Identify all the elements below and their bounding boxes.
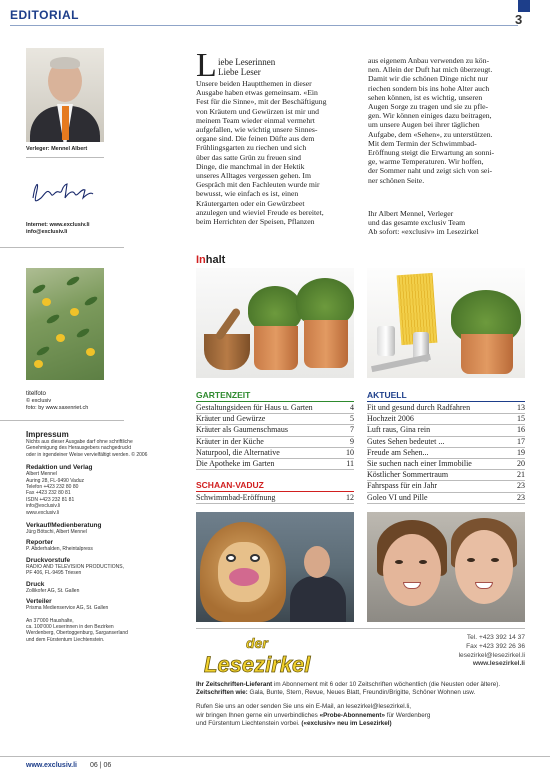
impressum-intro-2: Genehmigung des Herausgebers nachgedruckt: [26, 445, 132, 452]
impressum-intro-1: Nichts aus dieser Ausgabe darf ohne schriftliche: [26, 439, 133, 445]
toc-entry-page: 20: [517, 458, 525, 468]
toc-entry-page: 13: [517, 403, 525, 412]
impressum-heading: Impressum: [26, 430, 69, 439]
toc-entry-label: Köstlicher Sommertraum: [367, 470, 449, 480]
header-corner-mark: [518, 0, 530, 12]
toc-entry-page: 4: [350, 403, 354, 412]
impressum-line: Albert Mennel: [26, 471, 57, 478]
impressum-section-title: Reporter: [26, 539, 54, 547]
header-rule: [10, 25, 518, 26]
editorial-line: Kräutergarten oder ein Gewürzbeet: [196, 198, 305, 208]
toc-entry[interactable]: [367, 493, 525, 504]
impressum-section-title: Verkauf/Medienberatung: [26, 522, 102, 530]
editorial-line: meinem Team wieder einmal vermehrt: [196, 115, 315, 125]
impressum-section-title: Druckvorstufe: [26, 556, 71, 564]
spices-photo: [367, 268, 525, 378]
contents-heading-accent: In: [196, 254, 206, 266]
title-photo: [26, 268, 104, 380]
divider: [26, 157, 104, 158]
publisher-photo: [26, 48, 104, 142]
section-rule: [196, 491, 354, 492]
impressum-line: P. Abderhalden, Rheintalpress: [26, 546, 93, 553]
signoff-line-2: und das gesamte exclusiv Team: [368, 218, 466, 228]
toc-entry-label: Luft raus, Gina rein: [367, 425, 431, 435]
editorial-line: Fest für die Sinne», mit der Beschäftigung: [196, 97, 327, 107]
ad-line5-bold: («exclusiv» neu im Lesezirkel): [301, 719, 392, 727]
editorial-line: riechen sondern bis ins hohe Alter auch: [368, 83, 490, 93]
titlephoto-title: titelfoto: [26, 390, 46, 397]
editorial-line: anzulegen und wieviel Freude es bereitet,: [196, 207, 324, 217]
toc-entry[interactable]: [196, 425, 354, 436]
editorial-line: Damit wir die schönen Dinge nicht nur: [368, 74, 488, 84]
impressum-distribution: ca. 100'000 Leserinnen in den Bezirken: [26, 623, 114, 630]
editorial-line: aus eigenem Anbau verwenden zu kön-: [368, 56, 490, 65]
lesezirkel-logo: [200, 634, 356, 678]
editorial-line: Eröffnung steigt die Erwartung an sonni-: [368, 148, 495, 158]
impressum-block: [26, 430, 176, 643]
ad-line4: wir bringen Ihnen gerne ein unverbindliches: [196, 711, 320, 719]
lion-mascot-photo: [196, 512, 354, 622]
toc-entry-page: 21: [517, 470, 525, 480]
impressum-line: info@exclusiv.li: [26, 503, 61, 510]
editorial-line: sehen können, ist es wichtig, unseren: [368, 92, 483, 102]
ad-line4-rest: für Werdenberg: [385, 711, 431, 719]
editorial-line: gen. Wir können einiges dazu beitragen,: [368, 111, 492, 121]
titlephoto-credit: foto: by www.saxenriet.ch: [26, 405, 89, 411]
editorial-line: Unsere beiden Hauptthemen in dieser: [196, 79, 312, 88]
editorial-line: Aufgabe, dem «Sehen», zu unterstützen.: [368, 129, 493, 139]
impressum-line: Jürg Bötschi, Albert Mennel: [26, 529, 87, 536]
publisher-internet: Internet: www.exclusiv.li: [26, 222, 90, 228]
editorial-line: organe sind. Die feinen Düfte aus dem: [196, 134, 315, 144]
toc-aktuell: [367, 403, 525, 504]
toc-entry[interactable]: [367, 448, 525, 459]
section-rule: [367, 401, 525, 402]
toc-entry-label: Fahrspass für ein Jahr: [367, 481, 437, 491]
impressum-line: Auring 28, FL-9490 Vaduz: [26, 477, 85, 484]
impressum-line: PF 406, FL-9495 Triesen: [26, 570, 82, 577]
toc-entry-label: Goleo VI und Pille: [367, 492, 428, 502]
toc-entry[interactable]: [367, 470, 525, 481]
publisher-caption: Verleger: Mennel Albert: [26, 146, 88, 152]
toc-entry-label: Schwimmbad-Eröffnung: [196, 493, 276, 502]
toc-entry[interactable]: [367, 481, 525, 492]
logo-main-text: Lesezirkel: [204, 652, 311, 677]
ad-line2-bold: Zeitschriften wie:: [196, 689, 248, 697]
toc-entry-page: 23: [517, 481, 525, 491]
toc-entry-label: Gestaltungsideen für Haus u. Garten: [196, 403, 313, 412]
toc-entry[interactable]: [367, 459, 525, 470]
editorial-line: von Kräutern und Gewürzen ist mir und: [196, 106, 319, 116]
publisher-email: info@exclusiv.li: [26, 229, 68, 235]
editorial-line: der Sommer naht und zeigt sich von sei-: [368, 166, 493, 176]
contents-heading: [196, 254, 225, 266]
editorial-line: bewusst, wie einfach es ist, einen: [196, 189, 299, 199]
editorial-line: um unsere Augen bei ihrer täglichen: [368, 120, 480, 130]
impressum-distribution: und dem Fürstentum Liechtenstein.: [26, 636, 105, 643]
toc-entry-label: Kräuter als Gaumenschmaus: [196, 425, 288, 435]
toc-entry[interactable]: [367, 414, 525, 425]
ad-line1: im Abonnement mit 6 oder 10 Zeitschriften wöchentlich (die Neusten oder ältere).: [272, 681, 501, 688]
greeting: [218, 57, 275, 77]
editorial-line: Frühlingsgarten zu riechen und sich: [196, 143, 307, 153]
ad-line4-bold: «Probe-Abonnement»: [319, 711, 386, 719]
toc-entry-page: 7: [350, 425, 354, 435]
ad-contact: [420, 634, 525, 669]
greeting-line-1: iebe Leserinnen: [218, 57, 276, 67]
toc-entry[interactable]: [196, 437, 354, 448]
footer-issue: 06 | 06: [90, 762, 112, 769]
toc-entry-label: Naturpool, die Alternative: [196, 447, 280, 457]
children-photo: [367, 512, 525, 622]
toc-entry-label: Freude am Sehen...: [367, 447, 429, 457]
toc-gartenzeit: [196, 403, 354, 470]
toc-entry[interactable]: [196, 448, 354, 459]
editorial-column-2: [368, 56, 524, 185]
impressum-line: Prisma Medienservice AG, St. Gallen: [26, 605, 109, 612]
impressum-line: www.exclusiv.li: [26, 509, 59, 516]
toc-entry[interactable]: [196, 493, 354, 504]
section-rule: [196, 401, 354, 402]
editorial-line: Gespräch mit den Fachleuten wurde mir: [196, 180, 320, 190]
editorial-line: aufgefallen, wie wichtig unsere Sinnes-: [196, 125, 318, 135]
ad-line5: und Fürstentum Liechtenstein vorbei.: [196, 719, 302, 727]
toc-entry-label: Sie suchen nach einer Immobilie: [367, 458, 472, 468]
toc-entry-page: 16: [517, 425, 525, 435]
section-aktuell-title: AKTUELL: [367, 390, 407, 400]
editorial-signoff: [368, 209, 524, 237]
toc-entry-label: Kräuter und Gewürze: [196, 414, 266, 424]
toc-entry[interactable]: [196, 459, 354, 470]
titlephoto-copyright: © exclusiv: [26, 398, 52, 404]
toc-entry-label: Die Apotheke im Garten: [196, 458, 275, 468]
impressum-line: Telefon +423 232 80 80: [26, 484, 79, 491]
toc-entry[interactable]: [367, 403, 525, 414]
contents-heading-rest: halt: [205, 254, 226, 266]
editorial-column-1: [196, 79, 356, 226]
toc-entry-page: 11: [346, 458, 354, 468]
section-schaan-title: SCHAAN-VADUZ: [196, 480, 264, 490]
signoff-line-3: Ab sofort: «exclusiv» im Lesezirkel: [368, 227, 479, 237]
impressum-distribution: An 37'000 Haushalte,: [26, 617, 74, 624]
ad-text: [196, 681, 528, 728]
toc-entry-label: Kräuter in der Küche: [196, 436, 264, 446]
footer-rule: [0, 756, 550, 757]
herbs-photo: [196, 268, 354, 378]
editorial-line: beim Herrichten der Speisen, Pflanzen: [196, 217, 315, 227]
toc-entry-page: 10: [346, 447, 354, 457]
footer-url[interactable]: www.exclusiv.li: [26, 762, 77, 769]
toc-entry-page: 19: [517, 447, 525, 457]
logo-top-text: der: [246, 635, 268, 651]
impressum-section-title: Redaktion und Verlag: [26, 464, 93, 472]
impressum-line: ISDN +423 232 81 81: [26, 496, 75, 503]
page-number: 3: [515, 12, 523, 27]
toc-entry[interactable]: [367, 425, 525, 436]
ad-rule: [196, 628, 525, 629]
editorial-line: ge, warme Temperaturen. Wir hoffen,: [368, 157, 484, 167]
toc-entry-page: 17: [517, 436, 525, 446]
toc-entry-label: Gutes Sehen bedeutet ...: [367, 436, 445, 446]
ad-web[interactable]: www.lesezirkel.li: [472, 660, 525, 668]
ad-fax: Fax +423 392 26 36: [466, 642, 525, 650]
editorial-line: Dinge, die manchmal in der Hektik: [196, 161, 305, 171]
toc-entry-page: 12: [346, 493, 354, 502]
impressum-line: Zollikofer AG, St. Gallen: [26, 587, 80, 594]
section-gartenzeit-title: GARTENZEIT: [196, 390, 251, 400]
toc-entry-label: Hochzeit 2006: [367, 414, 414, 424]
impressum-distribution: Werdenberg, Obertoggenburg, Sarganserland: [26, 630, 128, 637]
toc-entry-page: 9: [350, 436, 354, 446]
editorial-line: Mit dem Termin der Schwimmbad-: [368, 138, 477, 148]
ad-email[interactable]: lesezirkel@lesezirkel.li: [458, 651, 525, 659]
editorial-line: unseres Alltages vergessen gehen. Im: [196, 171, 311, 181]
toc-schaan: [196, 493, 354, 504]
greeting-line-2: Liebe Leser: [218, 67, 261, 77]
ad-line3: Rufen Sie uns an oder senden Sie uns ein E-Mail, an lesezirkel@lesezirkel.li,: [196, 703, 411, 711]
editorial-line: Ausgabe haben etwas gemeinsam. «Ein: [196, 88, 318, 98]
impressum-line: Fax +423 232 80 81: [26, 490, 71, 497]
ad-line2: Gala, Bunte, Stern, Revue, Neues Blatt, Freundin/Brigitte, Schöner Wohnen usw.: [247, 689, 476, 697]
signoff-line-1: Ihr Albert Mennel, Verleger: [368, 209, 454, 218]
ad-line1-bold: Ihr Zeitschriften-Lieferant: [196, 681, 273, 688]
toc-entry-page: 5: [350, 414, 354, 424]
impressum-section-title: Druck: [26, 580, 45, 588]
ad-phone: Tel. +423 392 14 37: [466, 634, 525, 641]
toc-entry[interactable]: [367, 437, 525, 448]
editorial-line: nen. Allein der Duft hat mich überzeugt.: [368, 65, 493, 75]
editorial-line: Augen Sorge zu tragen und sie zu pfle-: [368, 102, 489, 112]
impressum-line: RADIO AND TELEVISION PRODUCTIONS,: [26, 563, 124, 570]
impressum-intro-3: oder in irgendeiner Weise vervielfältigt werden. © 2006: [26, 451, 148, 458]
toc-entry-page: 23: [517, 492, 525, 502]
divider: [0, 420, 124, 421]
publisher-signature: [27, 176, 97, 206]
impressum-section-title: Verteiler: [26, 598, 52, 606]
toc-entry-page: 15: [517, 414, 525, 424]
section-title: EDITORIAL: [10, 8, 79, 22]
divider: [0, 247, 124, 248]
editorial-line: über das satte Grün zu freuen sind: [196, 152, 302, 162]
editorial-line: ner schönen Seite.: [368, 175, 425, 185]
toc-entry[interactable]: [196, 414, 354, 425]
dropcap: L: [196, 47, 217, 84]
toc-entry[interactable]: [196, 403, 354, 414]
toc-entry-label: Fit und gesund durch Radfahren: [367, 403, 471, 412]
